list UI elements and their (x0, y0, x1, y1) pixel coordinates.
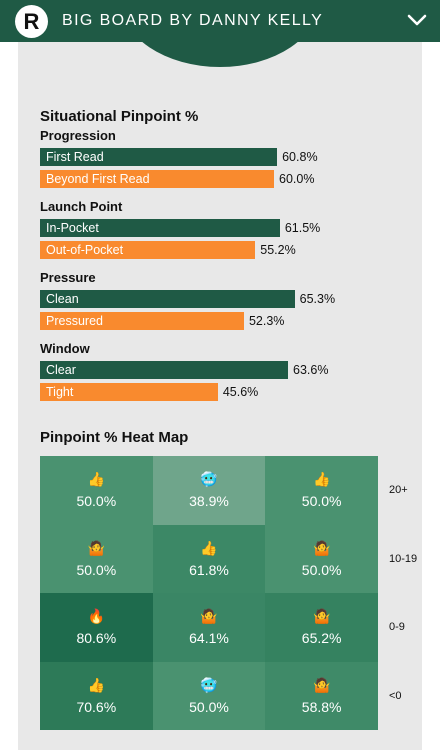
situational-bar: Out-of-Pocket (40, 241, 255, 259)
heatmap-cell-value: 65.2% (301, 630, 342, 647)
heatmap-cell (40, 662, 153, 731)
shrug-icon: 🤷 (312, 608, 331, 625)
shrug-icon: 🤷 (312, 676, 331, 693)
heatmap-cell-value: 80.6% (76, 630, 117, 647)
bar-value-label: 60.0% (279, 172, 315, 186)
player-stats-card (18, 42, 422, 750)
cold-face-icon: 🥶 (200, 471, 218, 488)
heatmap-cell (153, 662, 266, 731)
logo-letter: R (23, 8, 40, 34)
bar-value-label: 63.6% (293, 363, 329, 377)
chevron-down-icon[interactable] (406, 9, 428, 31)
bar-value-label: 45.6% (222, 385, 259, 399)
heatmap-cell (265, 525, 378, 594)
bar-group-label: Window (40, 341, 90, 356)
heatmap-cell (40, 593, 153, 662)
situational-bar: Clear (40, 361, 288, 379)
heatmap-cell-value: 64.1% (189, 630, 229, 647)
heatmap-cell-value: 50.0% (76, 561, 117, 578)
situational-bar: Beyond First Read (40, 170, 274, 188)
heatmap-row-label: <0 (389, 690, 402, 702)
bar-value-label: 55.2% (260, 243, 296, 257)
thumbs-up-icon: 👍 (87, 471, 106, 488)
situational-section-title: Situational Pinpoint % (40, 108, 199, 125)
bar-group-label: Progression (40, 128, 116, 143)
heatmap-row-label: 10-19 (389, 553, 418, 565)
heatmap-cell (40, 456, 153, 525)
pinpoint-heat-map (40, 456, 378, 730)
shrug-icon: 🤷 (87, 539, 106, 556)
heatmap-cell (153, 525, 266, 594)
heatmap-cell-value: 50.0% (189, 698, 229, 715)
situational-bar: First Read (40, 148, 277, 166)
bar-value-label: 65.3% (299, 292, 336, 306)
bar-group-label: Pressure (40, 270, 96, 285)
ringer-logo[interactable] (15, 5, 48, 38)
heatmap-cell-value: 50.0% (301, 493, 342, 510)
heatmap-cell-value: 50.0% (76, 493, 117, 510)
heatmap-row-label: 20+ (389, 484, 408, 496)
fire-icon: 🔥 (87, 608, 106, 625)
situational-bar: Clean (40, 290, 295, 308)
bar-value-label: 60.8% (282, 150, 318, 164)
situational-bar: In-Pocket (40, 219, 280, 237)
shrug-icon: 🤷 (200, 608, 218, 625)
heatmap-section-title: Pinpoint % Heat Map (40, 429, 189, 446)
heatmap-cell-value: 61.8% (189, 561, 229, 578)
heatmap-cell-value: 70.6% (76, 698, 117, 715)
page-title: BIG BOARD BY DANNY KELLY (62, 12, 324, 29)
heatmap-cell-value: 58.8% (301, 698, 342, 715)
heatmap-cell (40, 525, 153, 594)
situational-bar: Tight (40, 383, 218, 401)
thumbs-up-icon: 👍 (87, 676, 106, 693)
heatmap-row-label: 0-9 (389, 621, 405, 633)
bar-value-label: 61.5% (284, 221, 321, 235)
thumbs-up-icon: 👍 (200, 539, 218, 556)
heatmap-cell-value: 38.9% (189, 493, 229, 510)
bar-value-label: 52.3% (248, 314, 285, 328)
player-photo-background (120, 42, 320, 67)
heatmap-cell-value: 50.0% (301, 561, 342, 578)
bar-group-label: Launch Point (40, 199, 123, 214)
situational-bar: Pressured (40, 312, 244, 330)
heatmap-cell (153, 593, 266, 662)
top-navigation-bar (0, 0, 440, 42)
thumbs-up-icon: 👍 (312, 471, 331, 488)
heatmap-cell (265, 593, 378, 662)
heatmap-cell (265, 456, 378, 525)
heatmap-cell (153, 456, 266, 525)
cold-face-icon: 🥶 (200, 676, 218, 693)
heatmap-cell (265, 662, 378, 731)
shrug-icon: 🤷 (312, 539, 331, 556)
